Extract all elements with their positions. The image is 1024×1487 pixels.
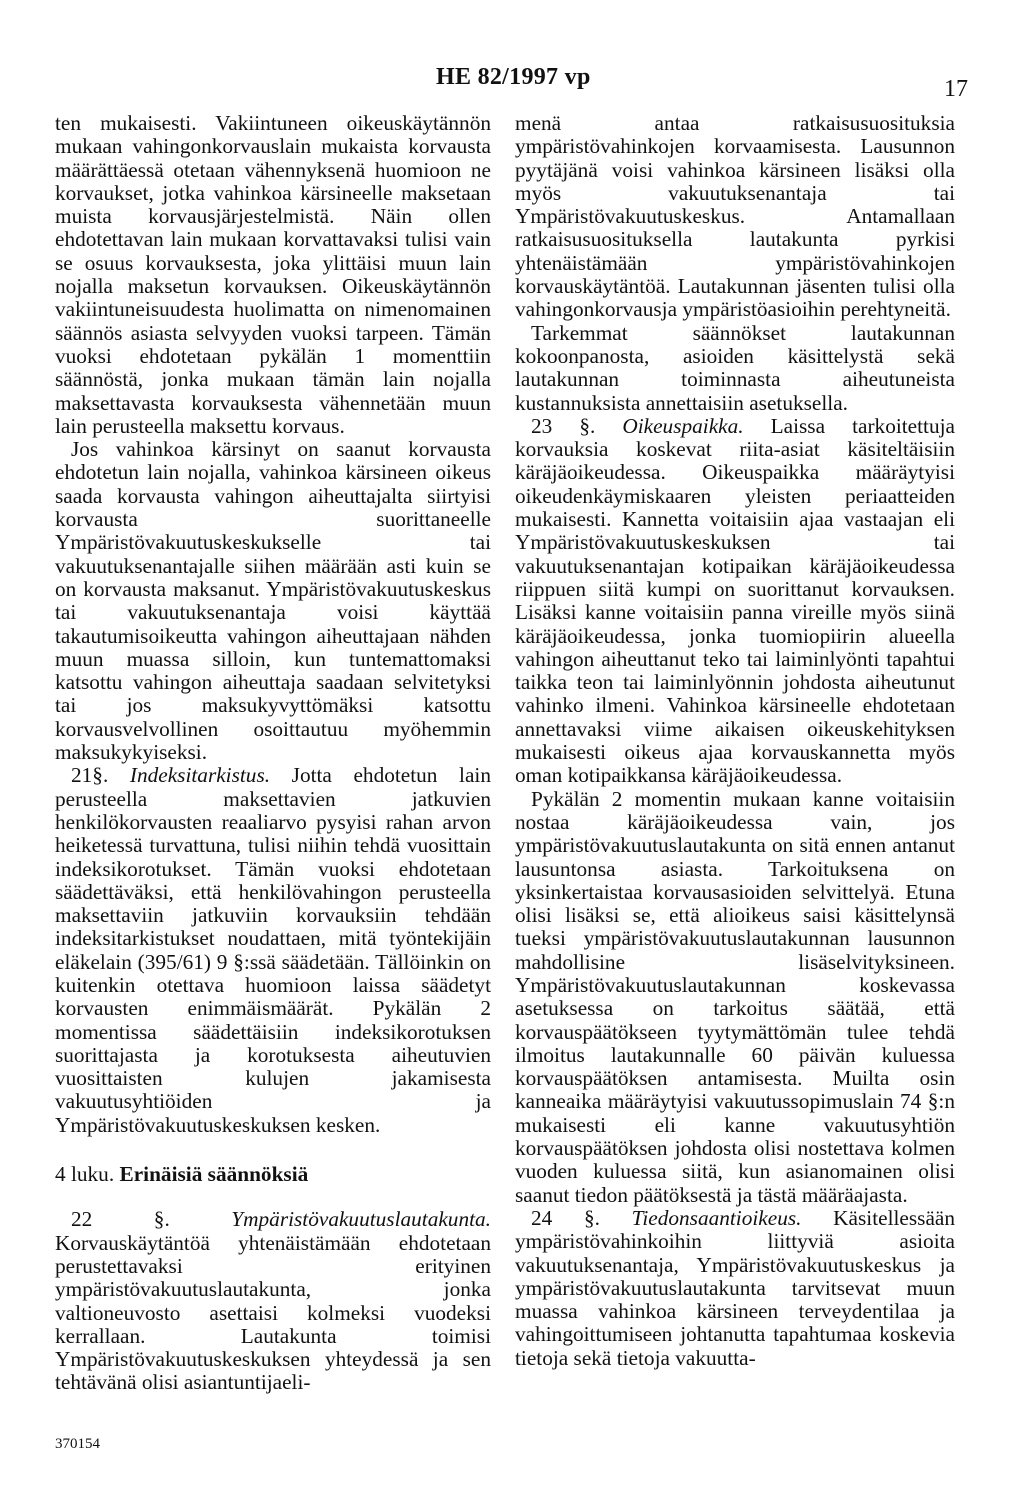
section-24-paragraph: [515, 1207, 955, 1370]
right-column: [515, 112, 955, 1370]
section-title: Indeksitarkistus.: [129, 763, 271, 788]
chapter-title: Erinäisiä säännöksiä: [119, 1162, 309, 1187]
chapter-number: 4 luku.: [55, 1162, 115, 1187]
section-text: Laissa tarkoitettuja korvauksia koskevat riita-asiat käsiteltäisiin käräjäoikeudessa. Oikeuspaikka määräytyisi oikeudenkäymiskaaren yleisten periaatteiden mukaisesti. Kannetta voitaisiin ajaa vastaajan eli Ympäristövakuutuskeskuksen tai vakuutuksenantajan kotipaikan käräjäoikeudessa riippuen siitä kumpi on suorittanut korvauksen. Lisäksi kanne voitaisiin panna vireille myös siinä käräjäoikeudessa, jonka tuomiopiirin alueella vahingon aiheuttanut teko tai laiminlyönti tapahtui taikka teon tai laiminlyönnin johdosta aiheutunut vahinko ilmeni. Vahinkoa kärsineelle ehdotetaan annettavaksi viime aikaisen oikeuskehityksen mukaisesti oikeus ajaa korvauskannetta myös oman kotipaikkansa käräjäoikeudessa.: [515, 413, 955, 788]
section-number: 24 §.: [531, 1205, 600, 1230]
left-column: [55, 112, 491, 1395]
section-23-paragraph: [515, 415, 955, 788]
paragraph: Tarkemmat säännökset lautakunnan kokoonpanosta, asioiden käsittelystä sekä lautakunnan toiminnasta aiheutuneista kustannuksista annettaisiin asetuksella.: [515, 320, 955, 415]
section-text: Jotta ehdotetun lain perusteella maksettavien jatkuvien henkilökorvausten reaaliarvo pysyisi rahan arvon heiketessä turvattuna, tulisi niihin tehdä vuosittain indeksikorotukset. Tämän vuoksi ehdotetaan säädettäväksi, että henkilövahingon perusteella maksettaviin jatkuviin korvauksiin tehdään indeksitarkistukset noudattaen, mitä työntekijäin eläkelain (395/61) 9 §:ssä säädetään. Tällöinkin on kuitenkin otettava huomioon laissa säädetyt korvausten enimmäismäärät. Pykälän 2 momentissa säädettäisiin indeksikorotuksen suorittajasta ja korotuksesta aiheutuvien vuosittaisten kulujen jakamisesta vakuutusyhtiöiden ja Ympäristövakuutuskeskuksen kesken.: [55, 763, 491, 1137]
chapter-heading: [55, 1163, 491, 1186]
section-title: Tiedonsaantioikeus.: [631, 1205, 802, 1230]
section-text: Käsitellessään ympäristövahinkoihin liittyviä asioita vakuutuksenantaja, Ympäristövakuutuskeskus ja ympäristövakuutuslautakunta tarvitsevat muun muassa vahinkoa kärsineen terveydentilaa ja vahingoittumiseen johtanutta tapahtumaa koskevia tietoja sekä tietoja vakuutta-: [515, 1205, 955, 1370]
section-number: 22 §.: [71, 1207, 170, 1232]
section-title: Ympäristövakuutuslautakunta.: [231, 1207, 491, 1232]
section-22-paragraph: [55, 1208, 491, 1394]
section-number: 21§.: [71, 763, 109, 788]
document-id: HE 82/1997 vp: [436, 64, 591, 90]
print-code: 370154: [55, 1436, 100, 1452]
paragraph: ten mukaisesti. Vakiintuneen oikeuskäytännön mukaan vahingonkorvauslain mukaista korvausta määrättäessä otetaan vähennyksenä huomioon ne korvaukset, jotka vahinkoa kärsineelle maksetaan muista korvausjärjestelmistä. Näin ollen ehdotettavan lain mukaan korvattavaksi tulisi vain se osuus korvauksesta, joka ylittäisi muun lain nojalla maksetun korvauksen. Oikeuskäytännön vakiintuneisuudesta huolimatta on nimenomainen säännös asiasta selvyyden vuoksi tarpeen. Tämän vuoksi ehdotetaan pykälän 1 momenttiin säännöstä, jonka mukaan tämän lain nojalla maksettavasta korvauksesta vähennetään muun lain perusteella maksettu korvaus.: [55, 111, 491, 438]
paragraph: Jos vahinkoa kärsinyt on saanut korvausta ehdotetun lain nojalla, vahinkoa kärsineen oikeus saada korvausta vahingon aiheuttajalta siirtyisi korvausta suorittaneelle Ympäristövakuutuskeskukselle tai vakuutuksenantajalle siihen määrään asti kuin se on korvausta maksanut. Ympäristövakuutuskeskus tai vakuutuksenantaja voisi käyttää takautumisoikeutta vahingon aiheuttajaan nähden muun muassa silloin, kun tuntemattomaksi katsottu vahingon aiheuttaja saadaan selvitetyksi tai jos maksukyvyttömäksi katsottu korvausvelvollinen osoittautuu myöhemmin maksukykyiseksi.: [55, 437, 491, 765]
section-21-paragraph: [55, 764, 491, 1137]
page-number: 17: [944, 76, 968, 102]
paragraph: menä antaa ratkaisusuosituksia ympäristövahinkojen korvaamisesta. Lausunnon pyytäjänä voisi vahinkoa kärsineen lisäksi olla myös vakuutuksenantaja tai Ympäristövakuutuskeskus. Antamallaan ratkaisusuosituksella lautakunta pyrkisi yhtenäistämään ympäristövahinkojen korvauskäytäntöä. Lautakunnan jäsenten tulisi olla vahingonkorvausja ympäristöasioihin perehtyneitä.: [515, 111, 955, 322]
paragraph: Pykälän 2 momentin mukaan kanne voitaisiin nostaa käräjäoikeudessa vain, jos ympäristövakuutuslautakunta on sitä ennen antanut lausuntonsa asiasta. Tarkoituksena on yksinkertaistaa korvausasioiden selvittelyä. Etuna olisi lisäksi se, että alioikeus saisi käsittelynsä tueksi ympäristövakuutuslautakunnan lausunnon mahdollisine lisäselvityksineen. Ympäristövakuutuslautakunnan koskevassa asetuksessa on tarkoitus säätää, että korvauspäätökseen tyytymättömän tulee tehdä ilmoitus lautakunnalle 60 päivän kuluessa korvauspäätöksen antamisesta. Muilta osin kanneaika määräytyisi vakuutussopimuslain 74 §:n mukaisesti eli kanne vakuutusyhtiön korvauspäätöksen johdosta olisi nostettava kolmen vuoden kuluessa siitä, kun asianomainen olisi saanut tiedon päätöksestä ja tästä määräajasta.: [515, 786, 955, 1207]
section-text: Korvauskäytäntöä yhtenäistämään ehdotetaan perustettavaksi erityinen ympäristövakuutuslautakunta, jonka valtioneuvosto asettaisi kolmeksi vuodeksi kerrallaan. Lautakunta toimisi Ympäristövakuutuskeskuksen yhteydessä ja sen tehtävänä olisi asiantuntijaeli-: [55, 1230, 491, 1395]
section-title: Oikeuspaikka.: [622, 413, 744, 438]
page-header: [0, 64, 1024, 104]
section-number: 23 §.: [531, 413, 596, 438]
